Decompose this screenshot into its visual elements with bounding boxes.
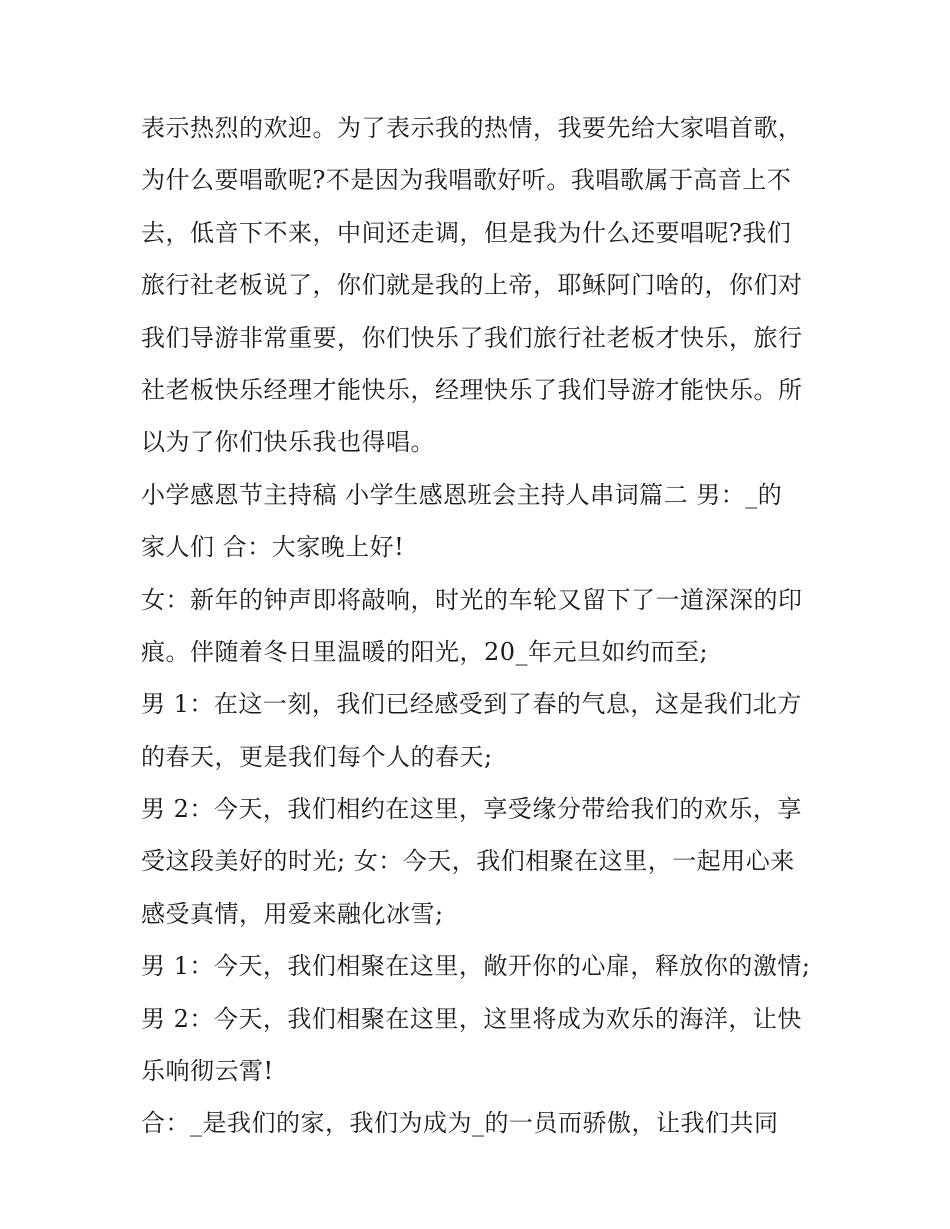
text-line: 女：新年的钟声即将敲响，时光的车轮又留下了一道深深的印 [141, 585, 803, 614]
text-line: 受这段美好的时光; 女：今天，我们相聚在这里，一起用心来 [141, 847, 795, 876]
text-line: 感受真情，用爱来融化冰雪; [141, 899, 444, 928]
text-line: 的春天，更是我们每个人的春天; [141, 742, 493, 771]
text-line: 旅行社老板说了，你们就是我的上帝，耶稣阿门啥的，你们对 [141, 271, 803, 300]
document-body [141, 102, 821, 1150]
text-line: 以为了你们快乐我也得唱。 [141, 428, 435, 457]
text-line: 合：_是我们的家，我们为成为_的一员而骄傲，让我们共同 [141, 1109, 779, 1138]
text-line: 男 2：今天，我们相约在这里，享受缘分带给我们的欢乐，享 [141, 795, 802, 824]
text-line: 男 2：今天，我们相聚在这里，这里将成为欢乐的海洋，让快 [141, 1004, 802, 1033]
text-line: 男 1：今天，我们相聚在这里，敞开你的心扉，释放你的激情; [141, 952, 811, 981]
text-line: 小学感恩节主持稿 小学生感恩班会主持人串词篇二 男：_的 [141, 480, 783, 509]
text-line: 表示热烈的欢迎。为了表示我的热情，我要先给大家唱首歌， [141, 114, 803, 142]
text-line: 去，低音下不来，中间还走调，但是我为什么还要唱呢?我们 [141, 218, 792, 247]
text-line: 男 1：在这一刻，我们已经感受到了春的气息，这是我们北方 [141, 690, 802, 719]
text-line: 家人们 合：大家晚上好! [141, 533, 405, 562]
text-line: 社老板快乐经理才能快乐，经理快乐了我们导游才能快乐。所 [141, 375, 803, 404]
text-line: 我们导游非常重要，你们快乐了我们旅行社老板才快乐，旅行 [141, 323, 803, 352]
text-line: 痕。伴随着冬日里温暖的阳光，20_年元旦如约而至; [141, 637, 709, 666]
text-line: 为什么要唱歌呢?不是因为我唱歌好听。我唱歌属于高音上不 [141, 166, 792, 195]
text-line: 乐响彻云霄! [141, 1057, 274, 1086]
